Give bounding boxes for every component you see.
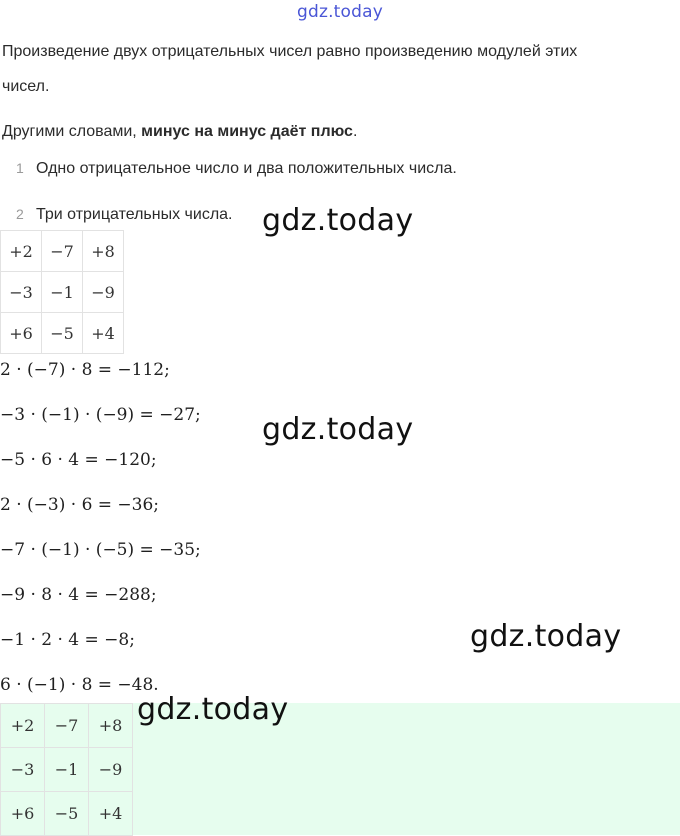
number-table-bottom (0, 703, 133, 836)
paragraph-rule-cont (2, 77, 49, 97)
equation-5: −7 · (−1) · (−5) = −35; (0, 540, 201, 560)
table-cell: −3 (1, 272, 42, 313)
list-number: 1 (16, 160, 24, 176)
watermark: gdz.today (262, 412, 414, 447)
site-logo[interactable]: gdz.today (296, 2, 384, 22)
watermark: gdz.today (470, 619, 622, 654)
rule-line-1: Произведение двух отрицательных чисел равно произведению модулей этих (2, 43, 578, 60)
equation-1: 2 · (−7) · 8 = −112; (0, 360, 170, 380)
equation-3: −5 · 6 · 4 = −120; (0, 450, 157, 470)
table-cell: −9 (89, 748, 133, 792)
equation-7: −1 · 2 · 4 = −8; (0, 630, 135, 650)
list-item-1 (16, 158, 457, 179)
table-row (1, 272, 124, 313)
list-number: 2 (16, 206, 24, 222)
table-cell: +8 (83, 231, 124, 272)
table-row (1, 748, 133, 792)
table-cell: +6 (1, 792, 45, 836)
table-cell: −5 (42, 313, 83, 354)
table-cell: −7 (45, 704, 89, 748)
equation-2: −3 · (−1) · (−9) = −27; (0, 405, 201, 425)
summary-bold: минус на минус даёт плюс (141, 123, 353, 140)
table-cell: −9 (83, 272, 124, 313)
list-item-2 (16, 204, 233, 225)
table-cell: +2 (1, 231, 42, 272)
watermark: gdz.today (262, 203, 414, 238)
table-row (1, 231, 124, 272)
paragraph-summary (2, 122, 357, 142)
table-cell: −1 (42, 272, 83, 313)
table-cell: −5 (45, 792, 89, 836)
paragraph-rule (2, 42, 577, 62)
list-text: Одно отрицательное число и два положительных числа. (36, 160, 457, 177)
list-text: Три отрицательных числа. (36, 206, 233, 223)
equation-6: −9 · 8 · 4 = −288; (0, 585, 157, 605)
table-cell: −7 (42, 231, 83, 272)
table-cell: −3 (1, 748, 45, 792)
table-cell: +2 (1, 704, 45, 748)
table-row (1, 704, 133, 748)
summary-prefix: Другими словами, (2, 123, 142, 140)
rule-line-2: чисел. (2, 78, 50, 95)
table-cell: +4 (89, 792, 133, 836)
number-table-top (0, 230, 124, 354)
table-cell: −1 (45, 748, 89, 792)
table-row (1, 313, 124, 354)
equation-4: 2 · (−3) · 6 = −36; (0, 495, 160, 515)
table-cell: +6 (1, 313, 42, 354)
summary-suffix: . (352, 123, 358, 140)
watermark: gdz.today (137, 692, 289, 727)
equation-8: 6 · (−1) · 8 = −48. (0, 675, 159, 695)
table-row (1, 792, 133, 836)
table-cell: +4 (83, 313, 124, 354)
table-cell: +8 (89, 704, 133, 748)
